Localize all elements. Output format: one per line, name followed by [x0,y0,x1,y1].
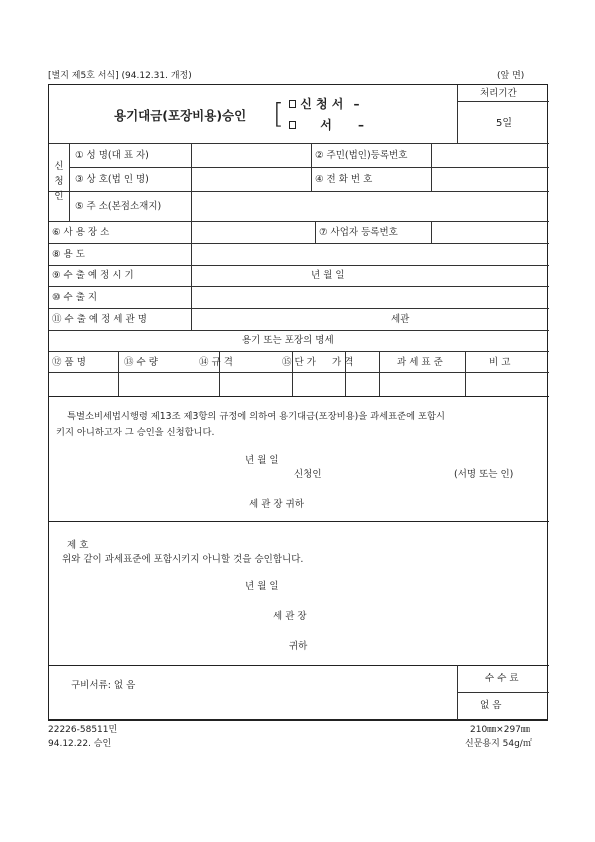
export-date-field[interactable]: 년 월 일 [311,270,345,281]
phone-field[interactable] [432,168,547,190]
address-label: ⑤ 주 소(본점소재지) [75,201,162,212]
applicant-label-3: 인 [54,191,64,202]
approval-text: 위와 같이 과세표준에 포함시키지 아니할 것을 승인합니다. [62,554,304,565]
name-label: ① 성 명(대 표 자) [75,150,149,161]
form-number: [별지 제5호 서식] [48,71,119,81]
approval-number: 제 호 [67,540,89,551]
reg-no-label: ② 주민(법인)등록번호 [315,150,408,161]
title-bracket: [ [273,97,284,130]
processing-period-value: 5일 [496,118,513,129]
col-unit-price: ⑮ 단 가 [282,357,316,368]
destination-field[interactable] [192,287,547,307]
page-side-label: (앞 면) [497,71,525,81]
reg-no-field[interactable] [432,144,547,166]
revision-date: (94.12.31. 개정) [121,71,192,81]
fee-value: 없 음 [480,700,502,711]
customs-label: ⑪ 수 출 예 정 세 관 명 [52,314,147,325]
destination-label: ⑩ 수 출 지 [52,292,98,303]
statement-line-1: 특별소비세법시행령 제13조 제3항의 규정에 의하여 용기대금(포장비용)을 과세표준에 포함시 [67,411,445,422]
col-item: ⑫ 품 명 [52,357,86,368]
customs-field[interactable]: 세관 [391,314,410,325]
company-field[interactable] [192,168,310,190]
export-time-label: ⑨ 수 출 예 정 시 기 [52,270,134,281]
approval-date: 년 월 일 [245,581,279,592]
addressee: 세 관 장 귀하 [249,499,304,510]
applicant-label-2: 청 [54,176,64,187]
processing-period-label: 처리기간 [480,88,517,99]
option-checkbox-other[interactable] [289,121,296,129]
address-field[interactable] [192,192,547,220]
name-field[interactable] [192,144,310,166]
sign-hint: (서명 또는 인) [454,469,514,480]
form-title: 용기대금(포장비용)승인 [114,108,247,123]
company-label: ③ 상 호(법 인 명) [75,174,149,185]
footer-form-code: 22226-58511민 [48,725,118,735]
fee-label: 수 수 료 [485,673,519,684]
statement-date[interactable]: 년 월 일 [245,455,279,466]
use-place-field[interactable] [192,222,314,242]
biz-no-label: ⑦ 사업자 등록번호 [319,227,398,238]
footer-approval-date: 94.12.22. 승인 [48,739,112,749]
applicant-sign-label: 신청인 [294,469,322,480]
use-place-label: ⑥ 사 용 장 소 [52,227,110,238]
form-table: 용기대금(포장비용)승인 [ 신 청 서 – 서 – 처리기간 5일 신 청 인 ① 성 명(대 표 자) ② 주민(법인)등록번호 ③ 상 호(법 인 명) ④ 전 화 번 호 ⑤ 주 소(본점소재지) ⑥ 사 용 장 소 ⑦ 사업자 등록번호 ⑧ 용 도 ⑨ 수 출 예 정 시 기 년 월 일 ⑩ 수 출 지 ⑪ 수 출 예 정 세 관 명 세관 용기 또는 포장의 명세 ⑫ 품 명 ⑬ 수 량 ⑭ 규 격 ⑮ 단 가 가 격 과 세 표 준 비 고 특별소비세법시행령 제13조 제3항의 규정에 의하여 용기대금(포장비용)을 과세표준에 포함시 키지 아니하고자 그 승인을 신청합니다. 년 월 일 신청인 (서명 또는 인) 세 관 장 귀하 제 호 위와 같이 과세표준에 포함시키지 아니할 것을 승인합니다. 년 월 일 세 관 장 귀하 구비서류: 없 음 수 수 료 없 음 [48,84,548,720]
applicant-label-1: 신 [54,161,64,172]
required-docs: 구비서류: 없 음 [71,680,136,691]
approval-to: 귀하 [289,641,308,652]
col-spec: ⑭ 규 격 [199,357,233,368]
title-option-other: 서 [320,118,332,132]
biz-no-field[interactable] [432,222,547,242]
footer-paper-size: 210㎜×297㎜ [470,725,530,735]
purpose-field[interactable] [192,244,547,264]
phone-label: ④ 전 화 번 호 [315,174,373,185]
purpose-label: ⑧ 용 도 [52,249,85,260]
col-price: 가 격 [332,357,354,368]
col-qty: ⑬ 수 량 [124,357,158,368]
approval-chief: 세 관 장 [273,611,307,622]
col-remarks: 비 고 [489,357,511,368]
detail-title: 용기 또는 포장의 명세 [242,335,334,346]
col-tax-base: 과 세 표 준 [397,357,443,368]
title-option-apply: 신 청 서 [300,97,344,111]
option-checkbox-apply[interactable] [289,100,296,108]
statement-line-2: 키지 아니하고자 그 승인을 신청합니다. [56,427,215,438]
footer-paper-type: 신문용지 54g/㎡ [465,739,532,749]
